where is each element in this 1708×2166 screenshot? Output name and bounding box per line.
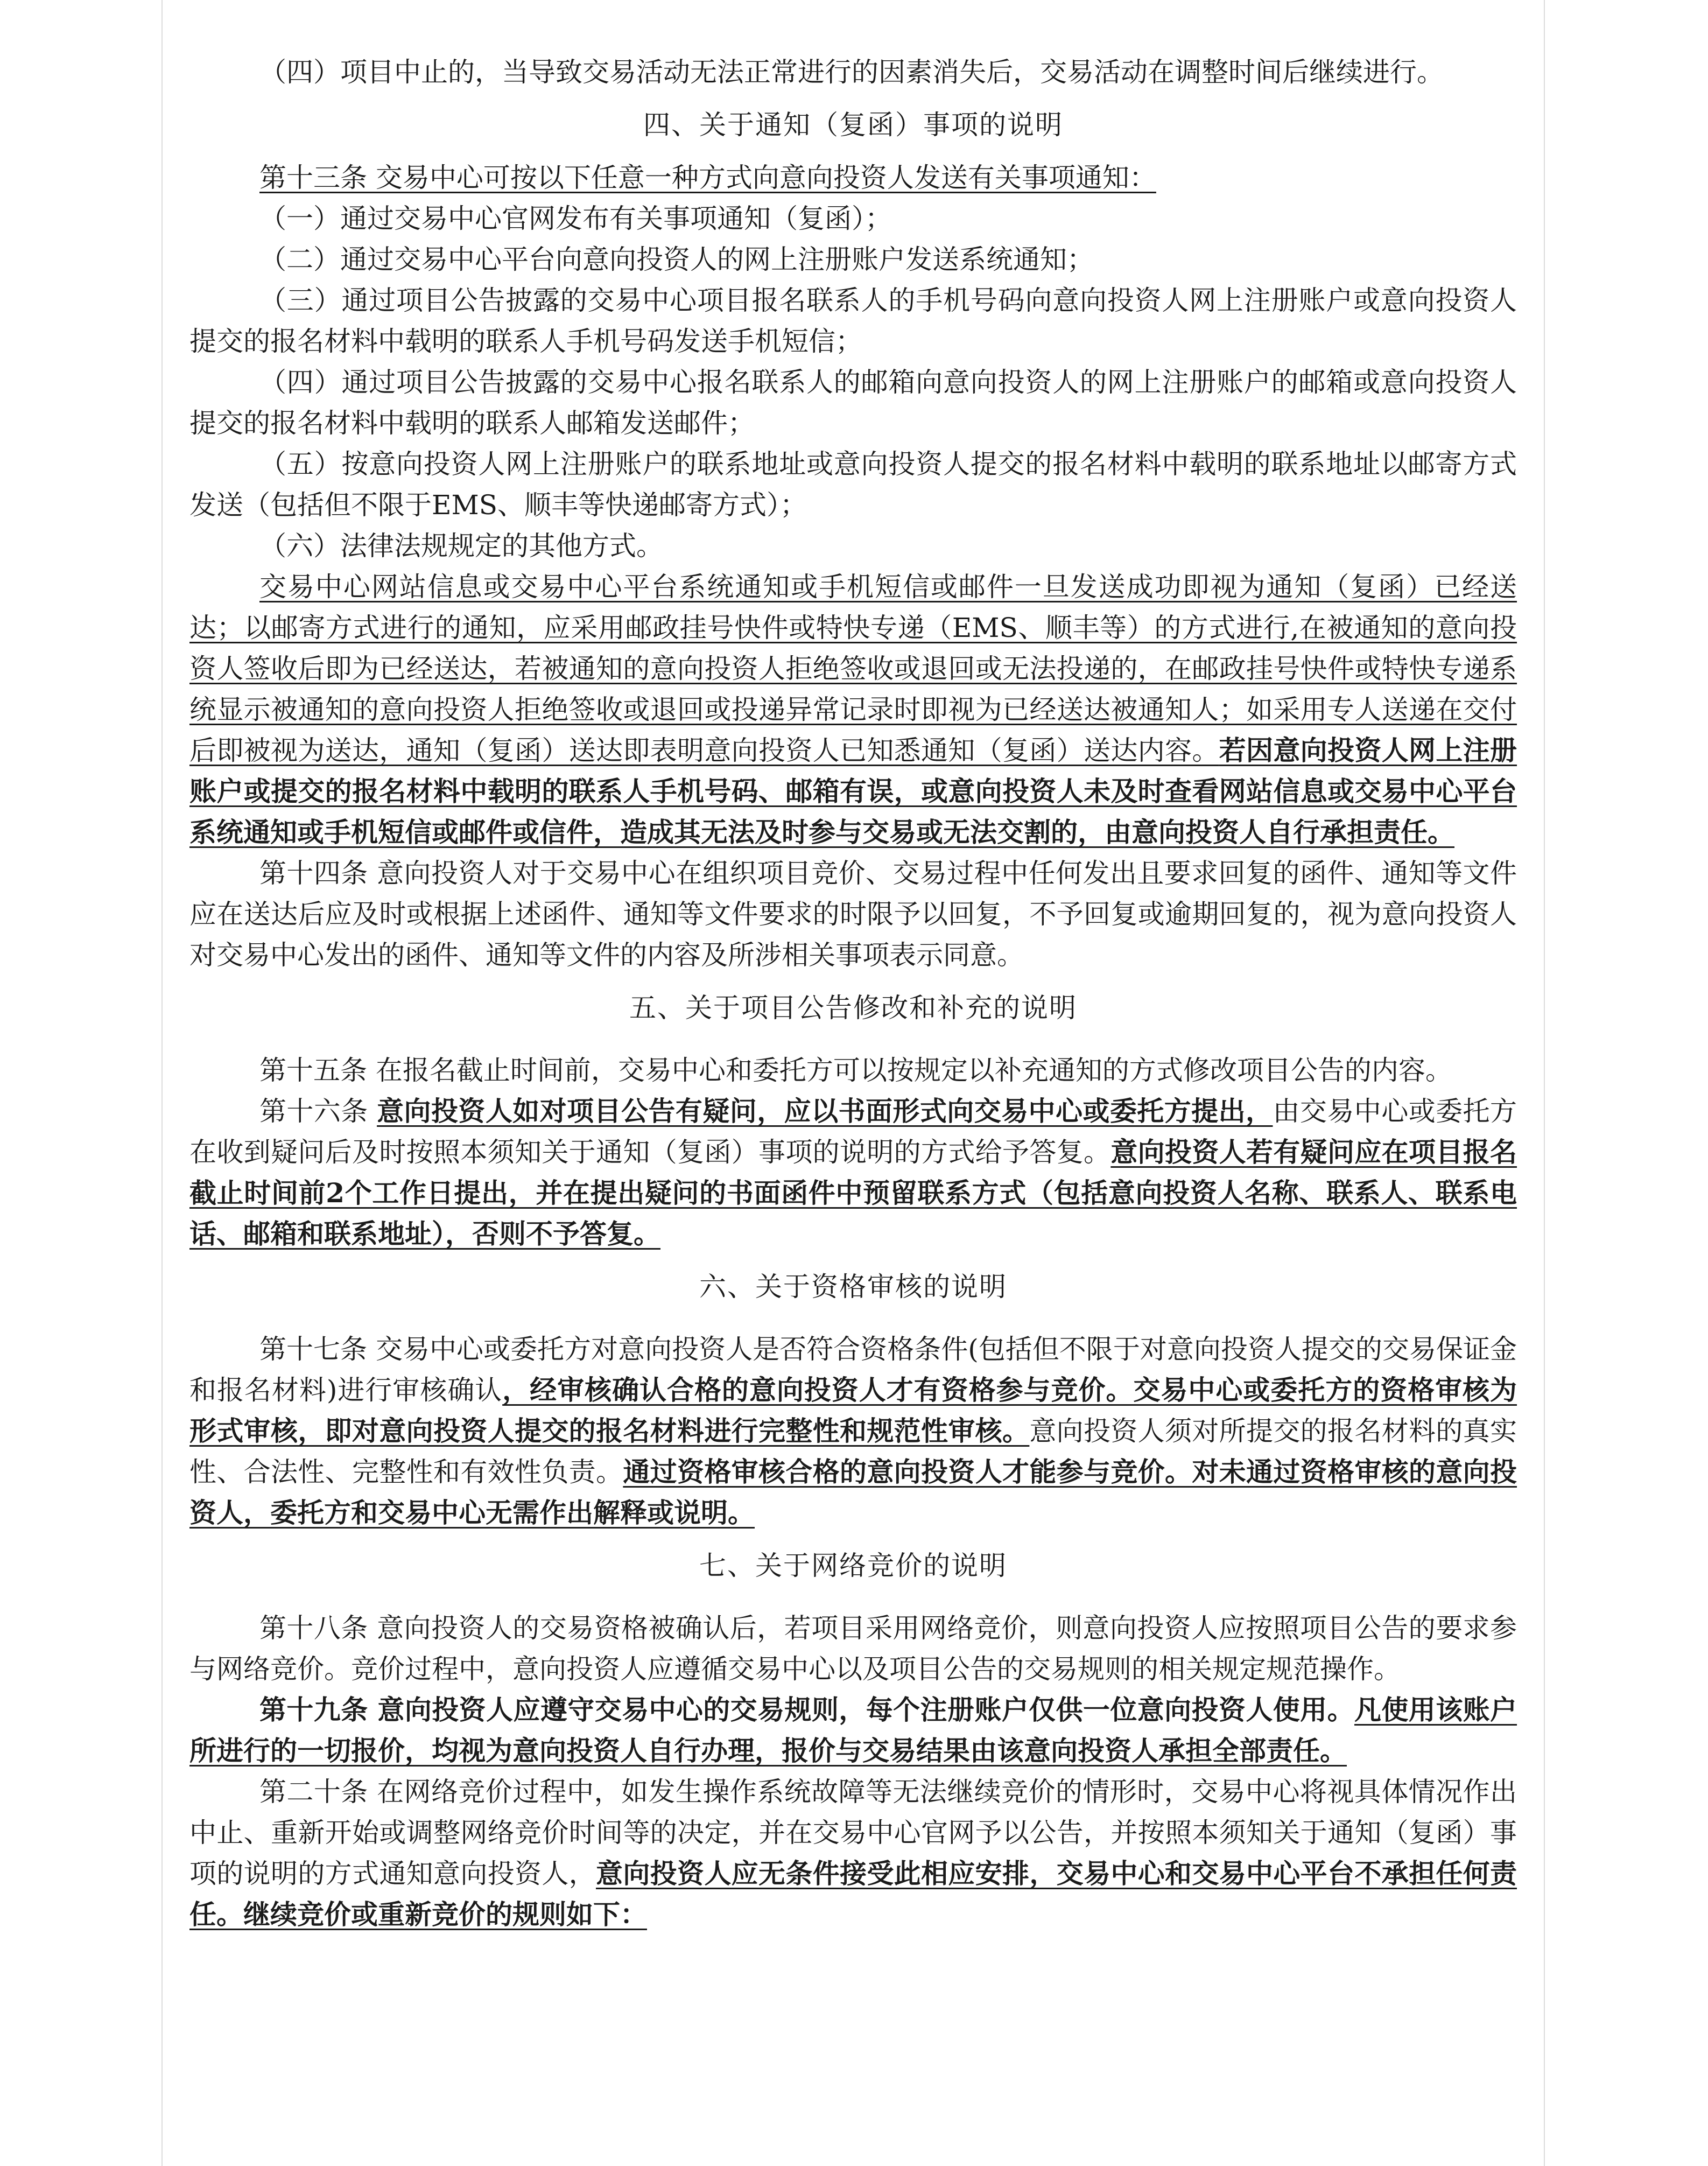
- page-right-border: [1544, 0, 1545, 2166]
- article-17-underlined-2: 通过资格审核合格的意向投资人才能参与竞价。对未通过资格审核的意向投资人，委托方和交易中心无需作出解释或说明。: [189, 1456, 1517, 1529]
- article-13-item-5: （五）按意向投资人网上注册账户的联系地址或意向投资人提交的报名材料中载明的联系地址以邮寄方式发送（包括但不限于EMS、顺丰等快递邮寄方式）；: [189, 448, 1517, 521]
- article-19-lead: 第十九条 意向投资人应遵守交易中心的交易规则，每个注册账户仅供一位意向投资人使用。: [259, 1694, 1354, 1726]
- section-heading-6: 六、关于资格审核的说明: [699, 1271, 1007, 1302]
- article-17-lead: 第十七条 交易中心或委托方对意向投资人是否符合资格条件(包括但不限于对意向投资人提交的交易保证金和报名材料)进行审核确认: [189, 1334, 1517, 1406]
- article-13-heading: [189, 157, 1517, 198]
- article-16-lead: 第十六条: [259, 1096, 377, 1127]
- article-17: [189, 1329, 1517, 1533]
- article-16-underlined-1: 意向投资人如对项目公告有疑问，应以书面形式向交易中心或委托方提出，: [377, 1095, 1273, 1127]
- page-left-border: [161, 0, 163, 2166]
- article-18: 第十八条 意向投资人的交易资格被确认后，若项目采用网络竞价，则意向投资人应按照项目公告的要求参与网络竞价。竞价过程中，意向投资人应遵循交易中心以及项目公告的交易规则的相关规定规范操作。: [189, 1613, 1517, 1685]
- article-20-underlined: 意向投资人应无条件接受此相应安排，交易中心和交易中心平台不承担任何责任。继续竞价或重新竞价的规则如下：: [189, 1857, 1517, 1930]
- section-heading-4: 四、关于通知（复函）事项的说明: [643, 109, 1063, 141]
- clause-suspension-4: （四）项目中止的，当导致交易活动无法正常进行的因素消失后，交易活动在调整时间后继续进行。: [259, 57, 1444, 88]
- article-15: 第十五条 在报名截止时间前，交易中心和委托方可以按规定以补充通知的方式修改项目公告的内容。: [259, 1055, 1452, 1086]
- article-13-delivery-text: 交易中心网站信息或交易中心平台系统通知或手机短信或邮件一旦发送成功即视为通知（复函）已经送达；以邮寄方式进行的通知，应采用邮政挂号快件或特快专递（EMS、顺丰等）的方式进行,在被通知的意向投资人签收后即为已经送达，若被通知的意向投资人拒绝签收或退回或无法投递的，在邮政挂号快件或特快专递系统显示被通知的意向投资人拒绝签收或退回或投递异常记录时即视为已经送达被通知人；如采用专人送递在交付后即被视为送达，通知（复函）送达即表明意向投资人已知悉通知（复函）送达内容。: [189, 571, 1517, 766]
- article-13-item-6: （六）法律法规规定的其他方式。: [259, 530, 663, 562]
- article-13-head-text: 第十三条 交易中心可按以下任意一种方式向意向投资人发送有关事项通知：: [259, 162, 1156, 193]
- article-19-underlined: 凡使用该账户所进行的一切报价，均视为意向投资人自行办理，报价与交易结果由该意向投资人承担全部责任。: [189, 1694, 1517, 1767]
- article-16: [189, 1091, 1517, 1254]
- article-20-lead: 第二十条 在网络竞价过程中，如发生操作系统故障等无法继续竞价的情形时，交易中心将视具体情况作出中止、重新开始或调整网络竞价时间等的决定，并在交易中心官网予以公告，并按照本须知关于通知（复函）事项的说明的方式通知意向投资人，: [189, 1776, 1517, 1889]
- article-17-underlined-1: ，经审核确认合格的意向投资人才有资格参与竞价。交易中心或委托方的资格审核为形式审核，即对意向投资人提交的报名材料进行完整性和规范性审核。: [189, 1374, 1517, 1447]
- article-14: 第十四条 意向投资人对于交易中心在组织项目竞价、交易过程中任何发出且要求回复的函件、通知等文件应在送达后应及时或根据上述函件、通知等文件要求的时限予以回复，不予回复或逾期回复的，视为意向投资人对交易中心发出的函件、通知等文件的内容及所涉相关事项表示同意。: [189, 858, 1517, 971]
- article-20: [189, 1771, 1517, 1935]
- article-13-delivery-paragraph: [189, 566, 1517, 853]
- article-13-item-3: （三）通过项目公告披露的交易中心项目报名联系人的手机号码向意向投资人网上注册账户或意向投资人提交的报名材料中载明的联系人手机号码发送手机短信；: [189, 285, 1517, 357]
- document-page: [189, 52, 1517, 1935]
- article-16-middle: 由交易中心或委托方在收到疑问后及时按照本须知关于通知（复函）事项的说明的方式给予答复。: [189, 1096, 1517, 1168]
- article-13-liability-text: 若因意向投资人网上注册账户或提交的报名材料中载明的联系人手机号码、邮箱有误，或意向投资人未及时查看网站信息或交易中心平台系统通知或手机短信或邮件或信件，造成其无法及时参与交易或无法交割的，由意向投资人自行承担责任。: [189, 734, 1517, 848]
- article-13-item-1: （一）通过交易中心官网发布有关事项通知（复函）；: [259, 203, 892, 234]
- article-13-item-2: （二）通过交易中心平台向意向投资人的网上注册账户发送系统通知；: [259, 244, 1094, 275]
- section-heading-7: 七、关于网络竞价的说明: [699, 1550, 1007, 1581]
- article-16-underlined-2: 意向投资人若有疑问应在项目报名截止时间前2个工作日提出，并在提出疑问的书面函件中预留联系方式（包括意向投资人名称、联系人、联系电话、邮箱和联系地址），否则不予答复。: [189, 1136, 1517, 1250]
- article-17-middle: 意向投资人须对所提交的报名材料的真实性、合法性、完整性和有效性负责。: [189, 1415, 1517, 1488]
- article-19: [189, 1690, 1517, 1771]
- article-13-item-4: （四）通过项目公告披露的交易中心报名联系人的邮箱向意向投资人的网上注册账户的邮箱或意向投资人提交的报名材料中载明的联系人邮箱发送邮件；: [189, 367, 1517, 439]
- section-heading-5: 五、关于项目公告修改和补充的说明: [629, 992, 1077, 1024]
